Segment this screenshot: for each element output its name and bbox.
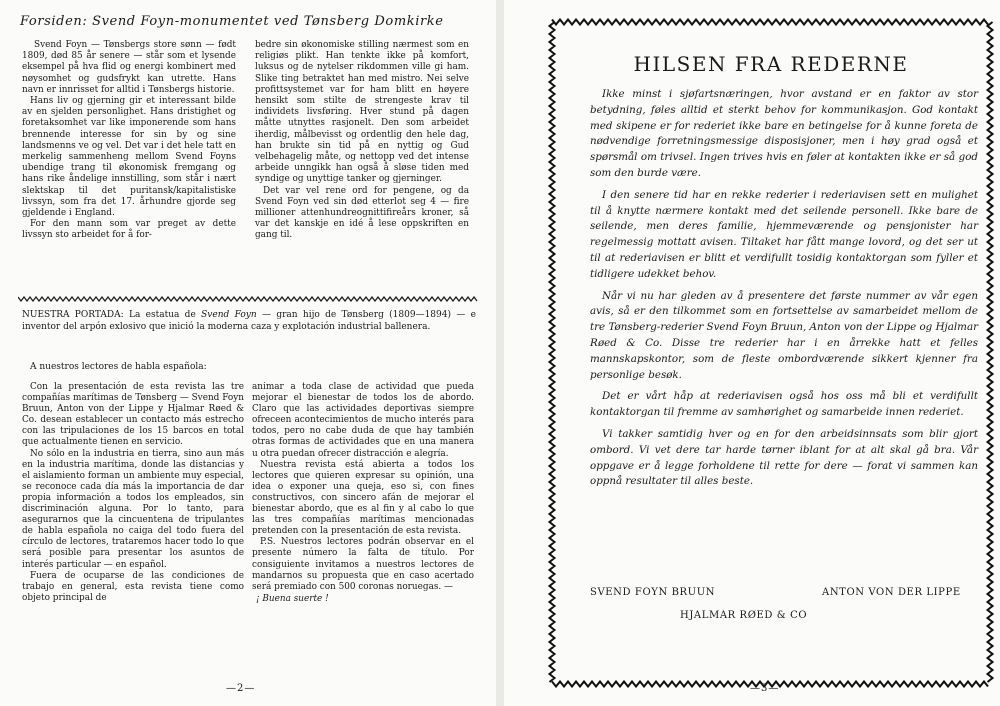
paragraph: Fuera de ocuparse de las condiciones de trabajo en general, esta revista tiene como objeto principal de	[22, 570, 244, 603]
zigzag-divider	[18, 296, 478, 302]
cover-caption-prefix: Forsiden:	[20, 14, 88, 29]
norwegian-column-2	[255, 40, 469, 242]
paragraph: P.S. Nuestros lectores podrán observar en el presente número la falta de título. Por consiguiente invitamos a nuestros lectores de mandarnos su propuesta que en caso acertado será premiado con 500 coronas noruegas. —	[252, 537, 474, 592]
paragraph: Hans liv og gjerning gir et interessant bilde av en sjelden personlighet. Hans dristighet og foretaksomhet var like imponerende som hans brennende interesse for sin by og sine landsmenns ve og vel. Det var i det hele tatt en merkelig sammenheng mellom Svend Foyns ubendige trang til økonomisk fremgang og hans rike åndelige innstilling, som står i nært slektskap til det puritansk/kapitalistiske livssyn, som fra det 17. århundre gjorde seg gjeldende i England.	[22, 96, 236, 219]
caption-post: — gran hijo de Tønsberg (1809—1894) — e inventor del arpón exlosivo que inició la moderna caza y explotación industrial ballenera.	[22, 310, 476, 332]
paragraph: Ikke minst i sjøfartsnæringen, hvor avstand er en faktor av stor betydning, føles alltid et sterkt behov for kommunikasjon. God kontakt med skipene er for rederiet ikke bare en betingelse for å kunne foreta de nødvendige forretningsmessige disposisjoner, men i høy grad også et spørsmål om trivsel. Ingen trives hvis en føler at kontakten ikke er så god som den burde være.	[590, 88, 978, 179]
letter-body	[590, 87, 978, 496]
page-title: HILSEN FRA REDERNE	[633, 52, 909, 76]
signature-hjalmar-roed: HJALMAR RØED & CO	[680, 610, 808, 621]
cover-caption-rest: Svend Foyn-monumentet ved Tønsberg Domkirke	[92, 14, 444, 29]
spanish-column-2	[252, 382, 474, 605]
paragraph: bedre sin økonomiske stilling nærmest som en religiøs plikt. Han tenkte ikke på komfort, luksus og de nytelser rikdommen ville gi ham. Slike ting betraktet han med mistro. Nei selve profittsystemet var for ham blitt en høyere hensikt som stilte de strengeste krav til individets livsføring. Hver stund på dagen måtte utnyttes rasjonelt. Den som arbeidet iherdig, målbevisst og ordentlig den hele dag, han brukte sin tid på en nyttig og Gud velbehagelig måte, og nettopp ved det intense arbeide unngikk han også å sløse tiden med syndige og unyttige tanker og gjerninger.	[255, 40, 469, 185]
cover-caption-title	[20, 14, 480, 29]
paragraph: Når vi nu har gleden av å presentere det første nummer av vår egen avis, så er den tilkommet som en fortsettelse av samarbeidet mellom de tre Tønsberg-rederier Svend Foyn Bruun, Anton von der Lippe og Hjalmar Røed & Co. Disse tre rederier har i en årrekke hatt et felles mannskapskontor, som de fleste ombordværende sikkert kjenner fra personlige besøk.	[590, 289, 978, 381]
paragraph: Svend Foyn — Tønsbergs store sønn — født 1809, død 85 år senere — står som et lysende eksempel på hva flid og energi kombinert med nøysomhet og gudsfrykt kan utrette. Hans navn er innrisset for alltid i Tønsbergs historie.	[22, 40, 236, 95]
paragraph: Det var vel rene ord for pengene, og da Svend Foyn ved sin død etterlot seg 4 — fire millioner attenhundreognittifireårs kroner, så var det kanskje en idé å lese oppskriften en gang til.	[255, 185, 469, 241]
spanish-column-1	[22, 382, 244, 604]
caption-name: Svend Foyn	[201, 310, 257, 320]
page-number: —3—	[750, 683, 780, 694]
paragraph: animar a toda clase de actividad que pueda mejorar el bienestar de todos los de abordo. Claro que las actividades deportivas siempre ofreceen acontecimientos de mucho interés para todos, pero no cabe duda de que hay también otras formas de actividades que en una manera u otra puedan ofrecer distracción e alegría.	[252, 382, 474, 459]
caption-pre: La estatua de	[128, 310, 196, 320]
caption-lead: NUESTRA PORTADA:	[22, 310, 124, 320]
paragraph: Nuestra revista está abierta a todos los lectores que quieren expresar su opinión, una idea o exponer una queja, eso si, con fines constructivos, con sincero afán de mejorar el bienestar abordo, que es al fin y al cabo lo que las tres compañías marítimas mencionadas pretenden con la presentación de esta revista.	[252, 459, 474, 537]
signature-anton-von-der-lippe: ANTON VON DER LIPPE	[822, 587, 961, 598]
paragraph: I den senere tid har en rekke rederier i rederiavisen sett en mulighet til å knytte nærmere kontakt med det seilende personell. Ikke bare de seilende, men deres familie, hjemmeværende og pensjonister har regelmessig mottatt avisen. Tiltaket har fått mange lovord, og det ser ut til at rederiavisen er blitt et verdifullt tosidig kontaktorgan som fyller et tidligere udekket behov.	[590, 188, 978, 280]
right-page	[504, 0, 1000, 706]
spanish-cover-caption	[22, 309, 476, 333]
page-number: —2—	[226, 683, 256, 694]
spanish-signoff: ¡ Buena suerte !	[256, 593, 329, 604]
left-page	[0, 0, 496, 706]
paragraph: Vi takker samtidig hver og en for den arbeidsinnsats som blir gjort ombord. Vi vet dere tar harde tørner iblant for at alt skal gå bra. Vår oppgave er å legge forholdene til rette for dere — forat vi sammen kan oppnå resultater til alles beste.	[590, 427, 978, 488]
paragraph: For den mann som var preget av dette livssyn sto arbeidet for å for-	[22, 219, 236, 241]
paragraph: No sólo en la industria en tierra, sino aun más en la industria marítima, donde las distancias y el aislamiento forman un ambiente muy especial, se reconoce cada día más la importancia de dar propia información a todos los empleados, sin discriminación alguna. Por lo tanto, para asegurarnos que la cincuentena de tripulantes de habla española no caiga del todo fuera del círculo de lectores, trataremos hacer todo lo que será posible para presentar los asuntos de interés particular — en español.	[22, 448, 244, 570]
page-gutter	[496, 0, 504, 706]
norwegian-column-1	[22, 40, 236, 242]
paragraph: Con la presentación de esta revista las tre compañías marítimas de Tønsberg — Svend Foyn Bruun, Anton von der Lippe y Hjalmar Røed & Co. desean establecer un contacto más estrecho con las tripulaciones de los 15 barcos en total que actualmente tienen en servicio.	[22, 382, 244, 448]
spanish-greeting: A nuestros lectores de habla española:	[30, 362, 207, 372]
signature-svend-foyn-bruun: SVEND FOYN BRUUN	[590, 587, 716, 598]
paragraph: Det er vårt håp at rederiavisen også hos oss må bli et verdifullt kontaktorgan til fremme av samhørighet og samarbeide innen rederiet.	[590, 390, 978, 419]
